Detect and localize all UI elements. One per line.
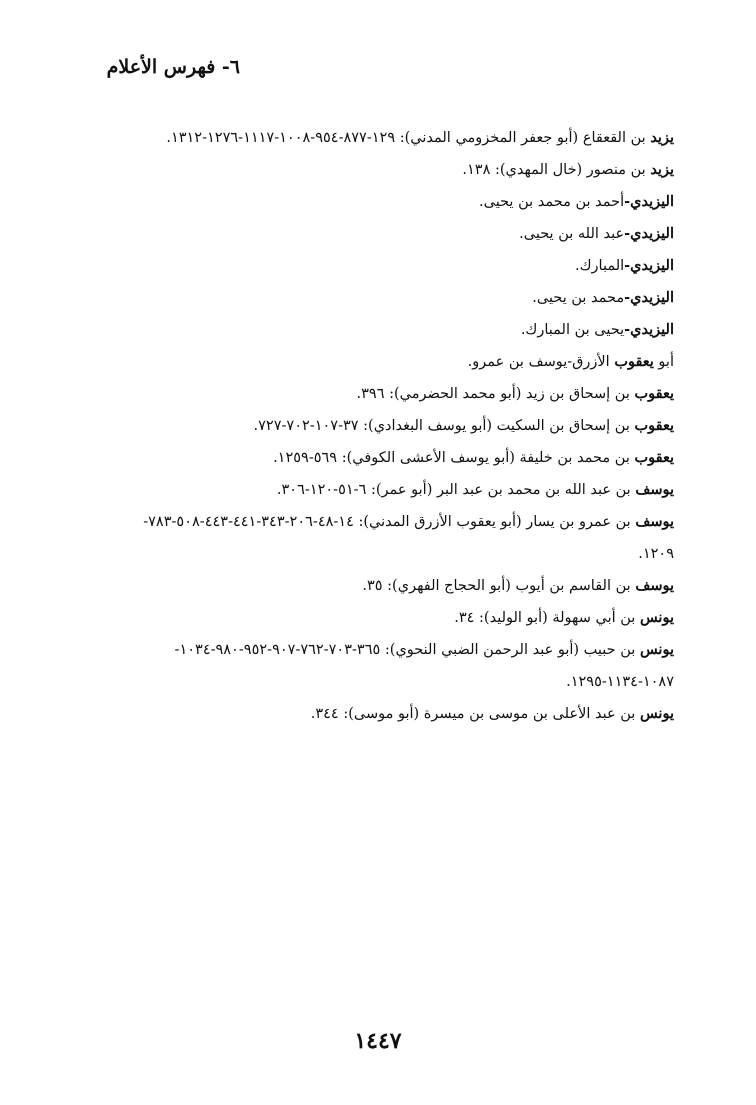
- entry-text: بن عبد الأعلى بن موسى بن ميسرة (أبو موسى): ٣٤٤.: [310, 706, 640, 722]
- index-entry: [64, 154, 674, 186]
- index-entry: [64, 570, 674, 602]
- entry-name: يعقوب: [634, 385, 674, 402]
- entry-text: بن منصور (خال المهدي): ١٣٨.: [462, 162, 651, 178]
- index-entry: [64, 378, 674, 410]
- index-entry: [64, 634, 674, 666]
- entry-text: بن إسحاق بن السكيت (أبو يوسف البغدادي): ٣٧-١٠٧-٧٠٢-٧٢٧.: [253, 418, 635, 434]
- entry-name: يونس: [639, 705, 674, 722]
- index-entry: [64, 314, 674, 346]
- entry-prefix: أبو: [653, 354, 674, 370]
- entry-text: بن القاسم بن أيوب (أبو الحجاج الفهري): ٣٥.: [362, 578, 636, 594]
- entry-name: يعقوب: [634, 417, 674, 434]
- entry-name: يعقوب: [614, 353, 654, 370]
- index-entry: [64, 602, 674, 634]
- entry-text: بن حبيب (أبو عبد الرحمن الضبي النحوي): ٣٦٥-٧٠٣-٧٦٢-٩٠٧-٩٥٢-٩٨٠-١٠٣٤-: [174, 642, 640, 658]
- entry-text: ١٢٠٩.: [638, 546, 674, 562]
- entry-name: اليزيدي-: [624, 257, 674, 274]
- index-entry: [64, 346, 674, 378]
- index-entry-continuation: [64, 538, 674, 570]
- index-entry: [64, 282, 674, 314]
- entry-text: الأزرق-يوسف بن عمرو.: [467, 354, 615, 370]
- entry-name: اليزيدي-: [624, 321, 674, 338]
- entry-text: عبد الله بن يحيى.: [519, 226, 625, 242]
- entry-name: يوسف: [635, 577, 674, 594]
- entry-text: بن محمد بن خليفة (أبو يوسف الأعشى الكوفي): ٥٦٩-١٢٥٩.: [273, 450, 635, 466]
- entry-name: يزيد: [650, 161, 674, 178]
- entry-name: يوسف: [635, 481, 674, 498]
- index-entry: [64, 474, 674, 506]
- index-entry: [64, 442, 674, 474]
- index-entry-continuation: [64, 666, 674, 698]
- entry-name: يونس: [639, 609, 674, 626]
- entry-name: اليزيدي-: [624, 193, 674, 210]
- entry-name: يوسف: [635, 513, 674, 530]
- entry-text: بن أبي سهولة (أبو الوليد): ٣٤.: [454, 610, 640, 626]
- entry-text: يحيى بن المبارك.: [520, 322, 625, 338]
- page-number: ١٤٤٧: [354, 1028, 402, 1054]
- index-entry: [64, 186, 674, 218]
- index-entry: [64, 122, 674, 154]
- entry-text: المبارك.: [574, 258, 625, 274]
- index-entry: [64, 506, 674, 538]
- entry-name: اليزيدي-: [624, 225, 674, 242]
- entry-text: أحمد بن محمد بن يحيى.: [479, 194, 625, 210]
- entry-text: بن القعقاع (أبو جعفر المخزومي المدني): ١٢٩-٨٧٧-٩٥٤-١٠٠٨-١١١٧-١٢٧٦-١٣١٢.: [166, 130, 651, 146]
- index-entry: [64, 698, 674, 730]
- index-entry: [64, 218, 674, 250]
- entry-name: يزيد: [650, 129, 674, 146]
- index-entry: [64, 410, 674, 442]
- entry-text: محمد بن يحيى.: [532, 290, 625, 306]
- entry-text: بن عبد الله بن محمد بن عبد البر (أبو عمر): ٦-٥١-١٢٠-٣٠٦.: [276, 482, 636, 498]
- entry-name: يونس: [639, 641, 674, 658]
- index-entry: [64, 250, 674, 282]
- entry-text: بن إسحاق بن زيد (أبو محمد الحضرمي): ٣٩٦.: [356, 386, 635, 402]
- entry-name: اليزيدي-: [624, 289, 674, 306]
- entry-text: ١٠٨٧-١١٣٤-١٢٩٥.: [566, 674, 674, 690]
- entry-name: يعقوب: [634, 449, 674, 466]
- section-title: ٦- فهرس الأعلام: [106, 56, 240, 78]
- entry-text: بن عمرو بن يسار (أبو يعقوب الأزرق المدني): ١٤-٤٨-٢٠٦-٣٤٣-٤٤١-٤٤٣-٥٠٨-٧٨٣-: [143, 514, 636, 530]
- index-entries: [64, 122, 674, 730]
